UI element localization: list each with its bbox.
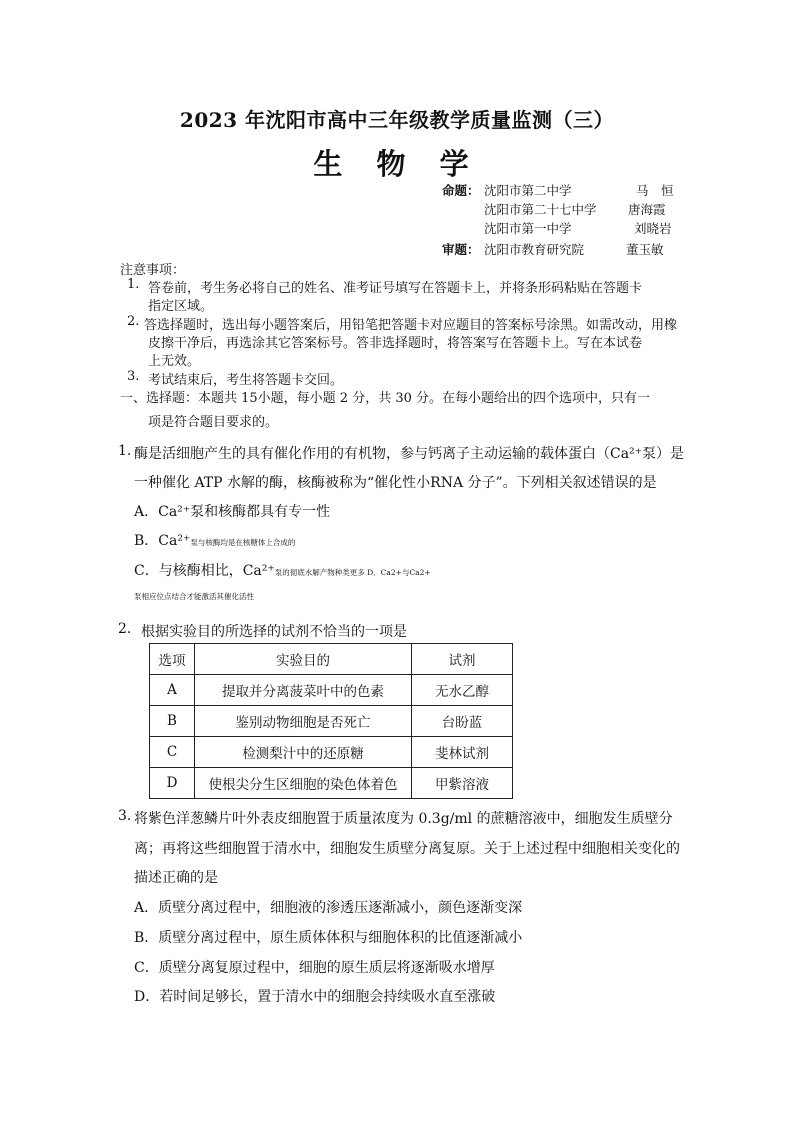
proposer-school-1: 沈阳市第二中学 (484, 183, 572, 198)
table-cell: A (150, 675, 195, 706)
table-cell: 鉴别动物细胞是否死亡 (195, 706, 412, 737)
q1-option-a: A．Ca²⁺泵和核酶都具有专一性 (134, 504, 331, 520)
notice-2-line-2: 皮擦干净后，再选涂其它答案标号。答非选择题时，将答案写在答题卡上。写在本试卷 (148, 336, 643, 351)
q3-option-c: C．质壁分离复原过程中，细胞的原生质层将逐渐吸水增厚 (134, 960, 495, 976)
table-header-option: 选项 (150, 644, 195, 675)
subject-title: 生 物 学 (313, 147, 481, 181)
table-header-purpose: 实验目的 (195, 644, 412, 675)
q1-option-b-main: B．Ca²⁺ (134, 533, 191, 549)
proposer-name-1: 马 恒 (636, 183, 674, 198)
q1-stem-line-1: 酶是活细胞产生的具有催化作用的有机物，参与钙离子主动运输的载体蛋白（Ca²⁺泵）是 (134, 446, 685, 462)
q2-number: 2. (118, 621, 132, 637)
table-cell: D (150, 768, 195, 799)
q3-option-d: D．若时间足够长，置于清水中的细胞会持续吸水直至涨破 (134, 989, 496, 1005)
q1-option-b (134, 530, 295, 550)
proposer-school-3: 沈阳市第一中学 (484, 221, 572, 236)
q1-option-c-main: C．与核酶相比，Ca²⁺ (134, 563, 275, 579)
q1-option-c (134, 560, 431, 580)
table-row (150, 706, 513, 737)
notice-3-line-1: 考试结束后，考生将答题卡交回。 (148, 373, 344, 388)
notice-num-2: 2. (127, 314, 140, 329)
notice-1-line-1: 答卷前，考生务必将自己的姓名、准考证号填写在答题卡上，并将条形码粘贴在答题卡 (148, 281, 643, 296)
section-intro-line-1: 一、选择题：本题共 15小题，每小题 2 分，共 30 分。在每小题给出的四个选项中，只有一 (120, 391, 651, 406)
table-row (150, 768, 513, 799)
notice-2-line-1: 答选择题时，选出每小题答案后，用铅笔把答题卡对应题目的答案标号涂黑。如需改动，用橡 (144, 318, 678, 333)
table-cell: 使根尖分生区细胞的染色体着色 (195, 768, 412, 799)
q2-stem: 根据实验目的所选择的试剂不恰当的一项是 (141, 624, 407, 640)
proposer-name-2: 唐海霞 (628, 202, 666, 217)
table-header-reagent: 试剂 (412, 644, 513, 675)
table-row (150, 737, 513, 768)
table-row (150, 675, 513, 706)
table-cell: 斐林试剂 (412, 737, 513, 768)
q3-number: 3. (118, 808, 132, 824)
q3-stem-line-3: 描述正确的是 (134, 870, 218, 886)
notice-heading: 注意事项： (120, 263, 186, 278)
q1-option-c-small: 泵的彻底水解产物种类更多 D．Ca2+与Ca2+ (274, 568, 431, 577)
reviewer-school: 沈阳市教育研究院 (484, 242, 585, 257)
proposer-school-2: 沈阳市第二十七中学 (484, 202, 597, 217)
table-cell: 无水乙醇 (412, 675, 513, 706)
q3-stem-line-1: 将紫色洋葱鳞片叶外表皮细胞置于质量浓度为 0.3g/ml 的蔗糖溶液中，细胞发生质壁分 (134, 811, 673, 827)
notice-num-1: 1. (127, 277, 140, 292)
q1-option-c-small-line-2: 泵相应位点结合才能激活其催化活性 (134, 592, 254, 601)
q3-option-a: A．质壁分离过程中，细胞液的渗透压逐渐减小，颜色逐渐变深 (134, 900, 523, 916)
reviewer-name: 董玉敏 (626, 242, 664, 257)
table-cell: 甲紫溶液 (412, 768, 513, 799)
q1-option-b-small: 泵与核酶均是在核糖体上合成的 (190, 538, 296, 547)
section-intro-line-2: 项是符合题目要求的。 (148, 415, 279, 430)
table-cell: 台盼蓝 (412, 706, 513, 737)
q3-stem-line-2: 离；再将这些细胞置于清水中，细胞发生质壁分离复原。关于上述过程中细胞相关变化的 (134, 841, 680, 857)
q3-option-b: B．质壁分离过程中，原生质体体积与细胞体积的比值逐渐减小 (134, 930, 523, 946)
table-header-row (150, 644, 513, 675)
exam-title: 2023 年沈阳市高中三年级教学质量监测（三） (179, 108, 615, 132)
table-cell: 提取并分离菠菜叶中的色素 (195, 675, 412, 706)
q1-stem-line-2: 一种催化 ATP 水解的酶，核酶被称为“催化性小RNA 分子”。下列相关叙述错误的是 (134, 475, 657, 491)
q2-table (149, 643, 513, 799)
reviewer-label: 审题： (442, 242, 480, 257)
table-cell: B (150, 706, 195, 737)
proposer-name-3: 刘晓岩 (634, 221, 672, 236)
q1-number: 1. (118, 443, 132, 459)
notice-2-line-3: 上无效。 (148, 354, 201, 369)
table-cell: C (150, 737, 195, 768)
notice-1-line-2: 指定区域。 (148, 299, 214, 314)
proposer-label: 命题： (442, 183, 480, 198)
table-cell: 检测梨汁中的还原糖 (195, 737, 412, 768)
notice-num-3: 3. (127, 369, 140, 384)
